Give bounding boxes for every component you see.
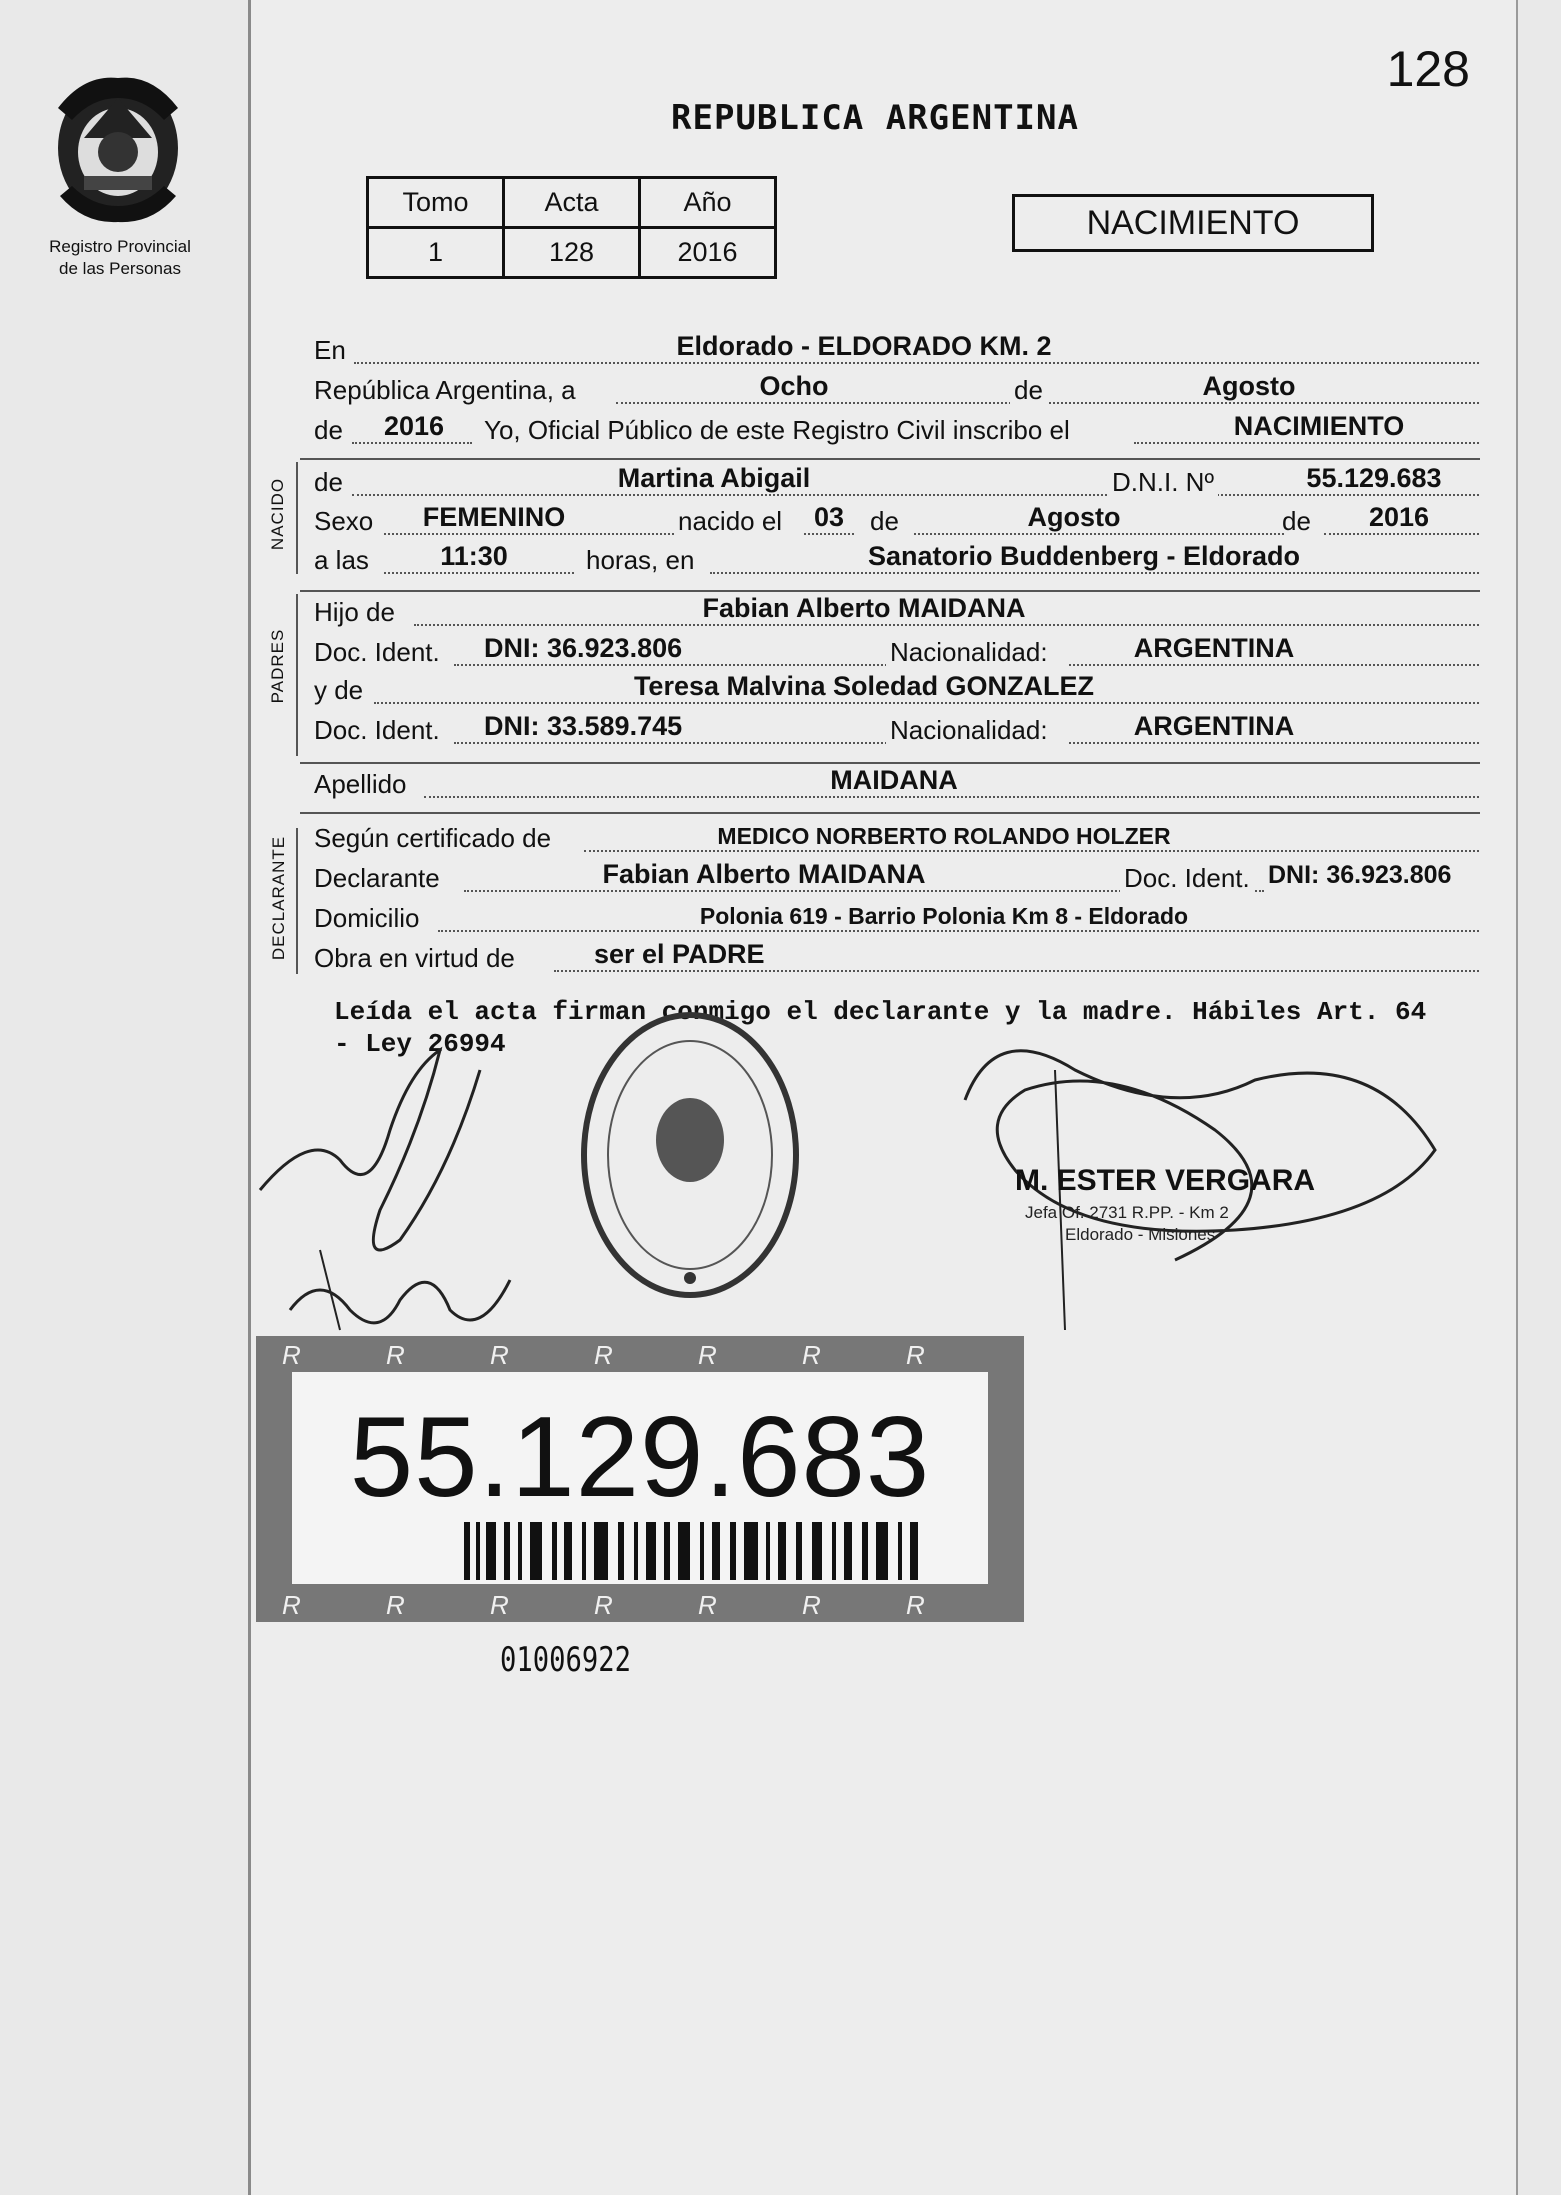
svg-text:R: R [698, 1340, 717, 1370]
event-type: NACIMIENTO [1233, 411, 1405, 441]
value-ano: 2016 [640, 228, 776, 278]
official-location: Eldorado - Misiones [1065, 1225, 1216, 1244]
label-sex: Sexo [314, 506, 374, 536]
label-father-nationality: Nacionalidad: [886, 637, 1052, 668]
label-mother: y de [314, 675, 364, 705]
child-name: Martina Abigail [617, 463, 811, 493]
father-nationality: ARGENTINA [1133, 633, 1295, 663]
value-tomo: 1 [368, 228, 504, 278]
page-number: 128 [1386, 41, 1470, 97]
document-type: NACIMIENTO [1012, 194, 1374, 252]
label-child: de [314, 467, 343, 497]
serial-number: 01006922 [500, 1640, 632, 1680]
label-capacity: Obra en virtud de [314, 943, 515, 973]
svg-text:R: R [906, 1340, 925, 1370]
label-republic: República Argentina, a [314, 375, 576, 405]
header-acta: Acta [504, 178, 640, 228]
official-name: M. ESTER VERGARA [1015, 1164, 1316, 1197]
mother-doc: DNI: 33.589.745 [484, 711, 683, 741]
svg-text:R: R [490, 1340, 509, 1370]
record-day: Ocho [759, 371, 829, 401]
certificate-issuer: MEDICO NORBERTO ROLANDO HOLZER [717, 823, 1171, 849]
header-ano: Año [640, 178, 776, 228]
label-declarant: Declarante [314, 863, 440, 893]
birth-day: 03 [813, 502, 845, 532]
label-certificate: Según certificado de [314, 823, 552, 853]
record-month: Agosto [1202, 371, 1296, 401]
svg-text:R: R [490, 1590, 509, 1620]
label-declarant-doc: Doc. Ident. [1120, 863, 1254, 894]
label-en: En [314, 335, 346, 365]
svg-text:R: R [386, 1340, 405, 1370]
svg-text:R: R [802, 1590, 821, 1620]
label-father: Hijo de [314, 597, 395, 627]
record-year: 2016 [383, 411, 445, 441]
declarant-address: Polonia 619 - Barrio Polonia Km 8 - Eldorado [699, 903, 1189, 929]
father-name: Fabian Alberto MAIDANA [702, 593, 1026, 623]
official-title: Jefa Of. 2731 R.PP. - Km 2 [1025, 1203, 1229, 1222]
declarant-capacity: ser el PADRE [594, 939, 765, 969]
label-born-on: nacido el [678, 506, 783, 536]
svg-text:R: R [802, 1340, 821, 1370]
place-of-record: Eldorado - ELDORADO KM. 2 [676, 331, 1052, 361]
svg-text:R: R [594, 1340, 613, 1370]
official-signature [955, 1010, 1455, 1330]
page-title: REPUBLICA ARGENTINA [671, 98, 1079, 138]
province-seal [44, 68, 192, 228]
barcode [464, 1522, 934, 1580]
child-dni: 55.129.683 [1306, 463, 1442, 493]
label-mother-doc: Doc. Ident. [314, 715, 440, 745]
label-father-doc: Doc. Ident. [314, 637, 440, 667]
label-dni: D.N.I. Nº [1108, 467, 1218, 498]
birth-month: Agosto [1027, 502, 1121, 532]
section-born: NACIDO [268, 477, 287, 551]
reference-table [366, 176, 777, 279]
label-inner [292, 1372, 988, 1584]
father-doc: DNI: 36.923.806 [484, 633, 683, 663]
birth-year: 2016 [1368, 502, 1430, 532]
value-acta: 128 [504, 228, 640, 278]
closing-statement: Leída el acta firman conmigo el declarante y la madre. Hábiles Art. 64 - Ley 26994 [334, 997, 1427, 1059]
label-de-3: de [1282, 506, 1311, 536]
official-seal [565, 1000, 815, 1320]
label-mother-nationality: Nacionalidad: [886, 715, 1052, 746]
birth-place: Sanatorio Buddenberg - Eldorado [867, 541, 1300, 571]
label-time: a las [314, 545, 369, 575]
mother-name: Teresa Malvina Soledad GONZALEZ [633, 671, 1095, 701]
identity-number: 55.129.683 [349, 1394, 931, 1521]
svg-text:R: R [282, 1340, 301, 1370]
statement: Yo, Oficial Público de este Registro Civil inscribo el [484, 415, 1070, 445]
svg-text:R: R [282, 1590, 301, 1620]
declarant-signature [250, 1010, 550, 1350]
section-parents: PADRES [268, 628, 287, 704]
child-sex: FEMENINO [422, 502, 566, 532]
label-de-2: de [870, 506, 899, 536]
registry-name: Registro Provincial de las Personas [49, 237, 191, 278]
identity-label [256, 1336, 1024, 1622]
birth-time: 11:30 [440, 541, 508, 571]
declarant-doc: DNI: 36.923.806 [1268, 861, 1452, 889]
svg-text:R: R [906, 1590, 925, 1620]
label-hours: horas, en [586, 545, 695, 575]
svg-text:R: R [594, 1590, 613, 1620]
label-surname: Apellido [314, 769, 407, 799]
surname: MAIDANA [830, 765, 958, 795]
declarant-name: Fabian Alberto MAIDANA [602, 859, 926, 889]
label-de: de [1010, 375, 1047, 406]
svg-text:R: R [386, 1590, 405, 1620]
label-address: Domicilio [314, 903, 420, 933]
mother-nationality: ARGENTINA [1133, 711, 1295, 741]
header-tomo: Tomo [368, 178, 504, 228]
svg-text:R: R [698, 1590, 717, 1620]
section-declarant: DECLARANTE [269, 835, 288, 961]
label-year: de [314, 415, 343, 445]
